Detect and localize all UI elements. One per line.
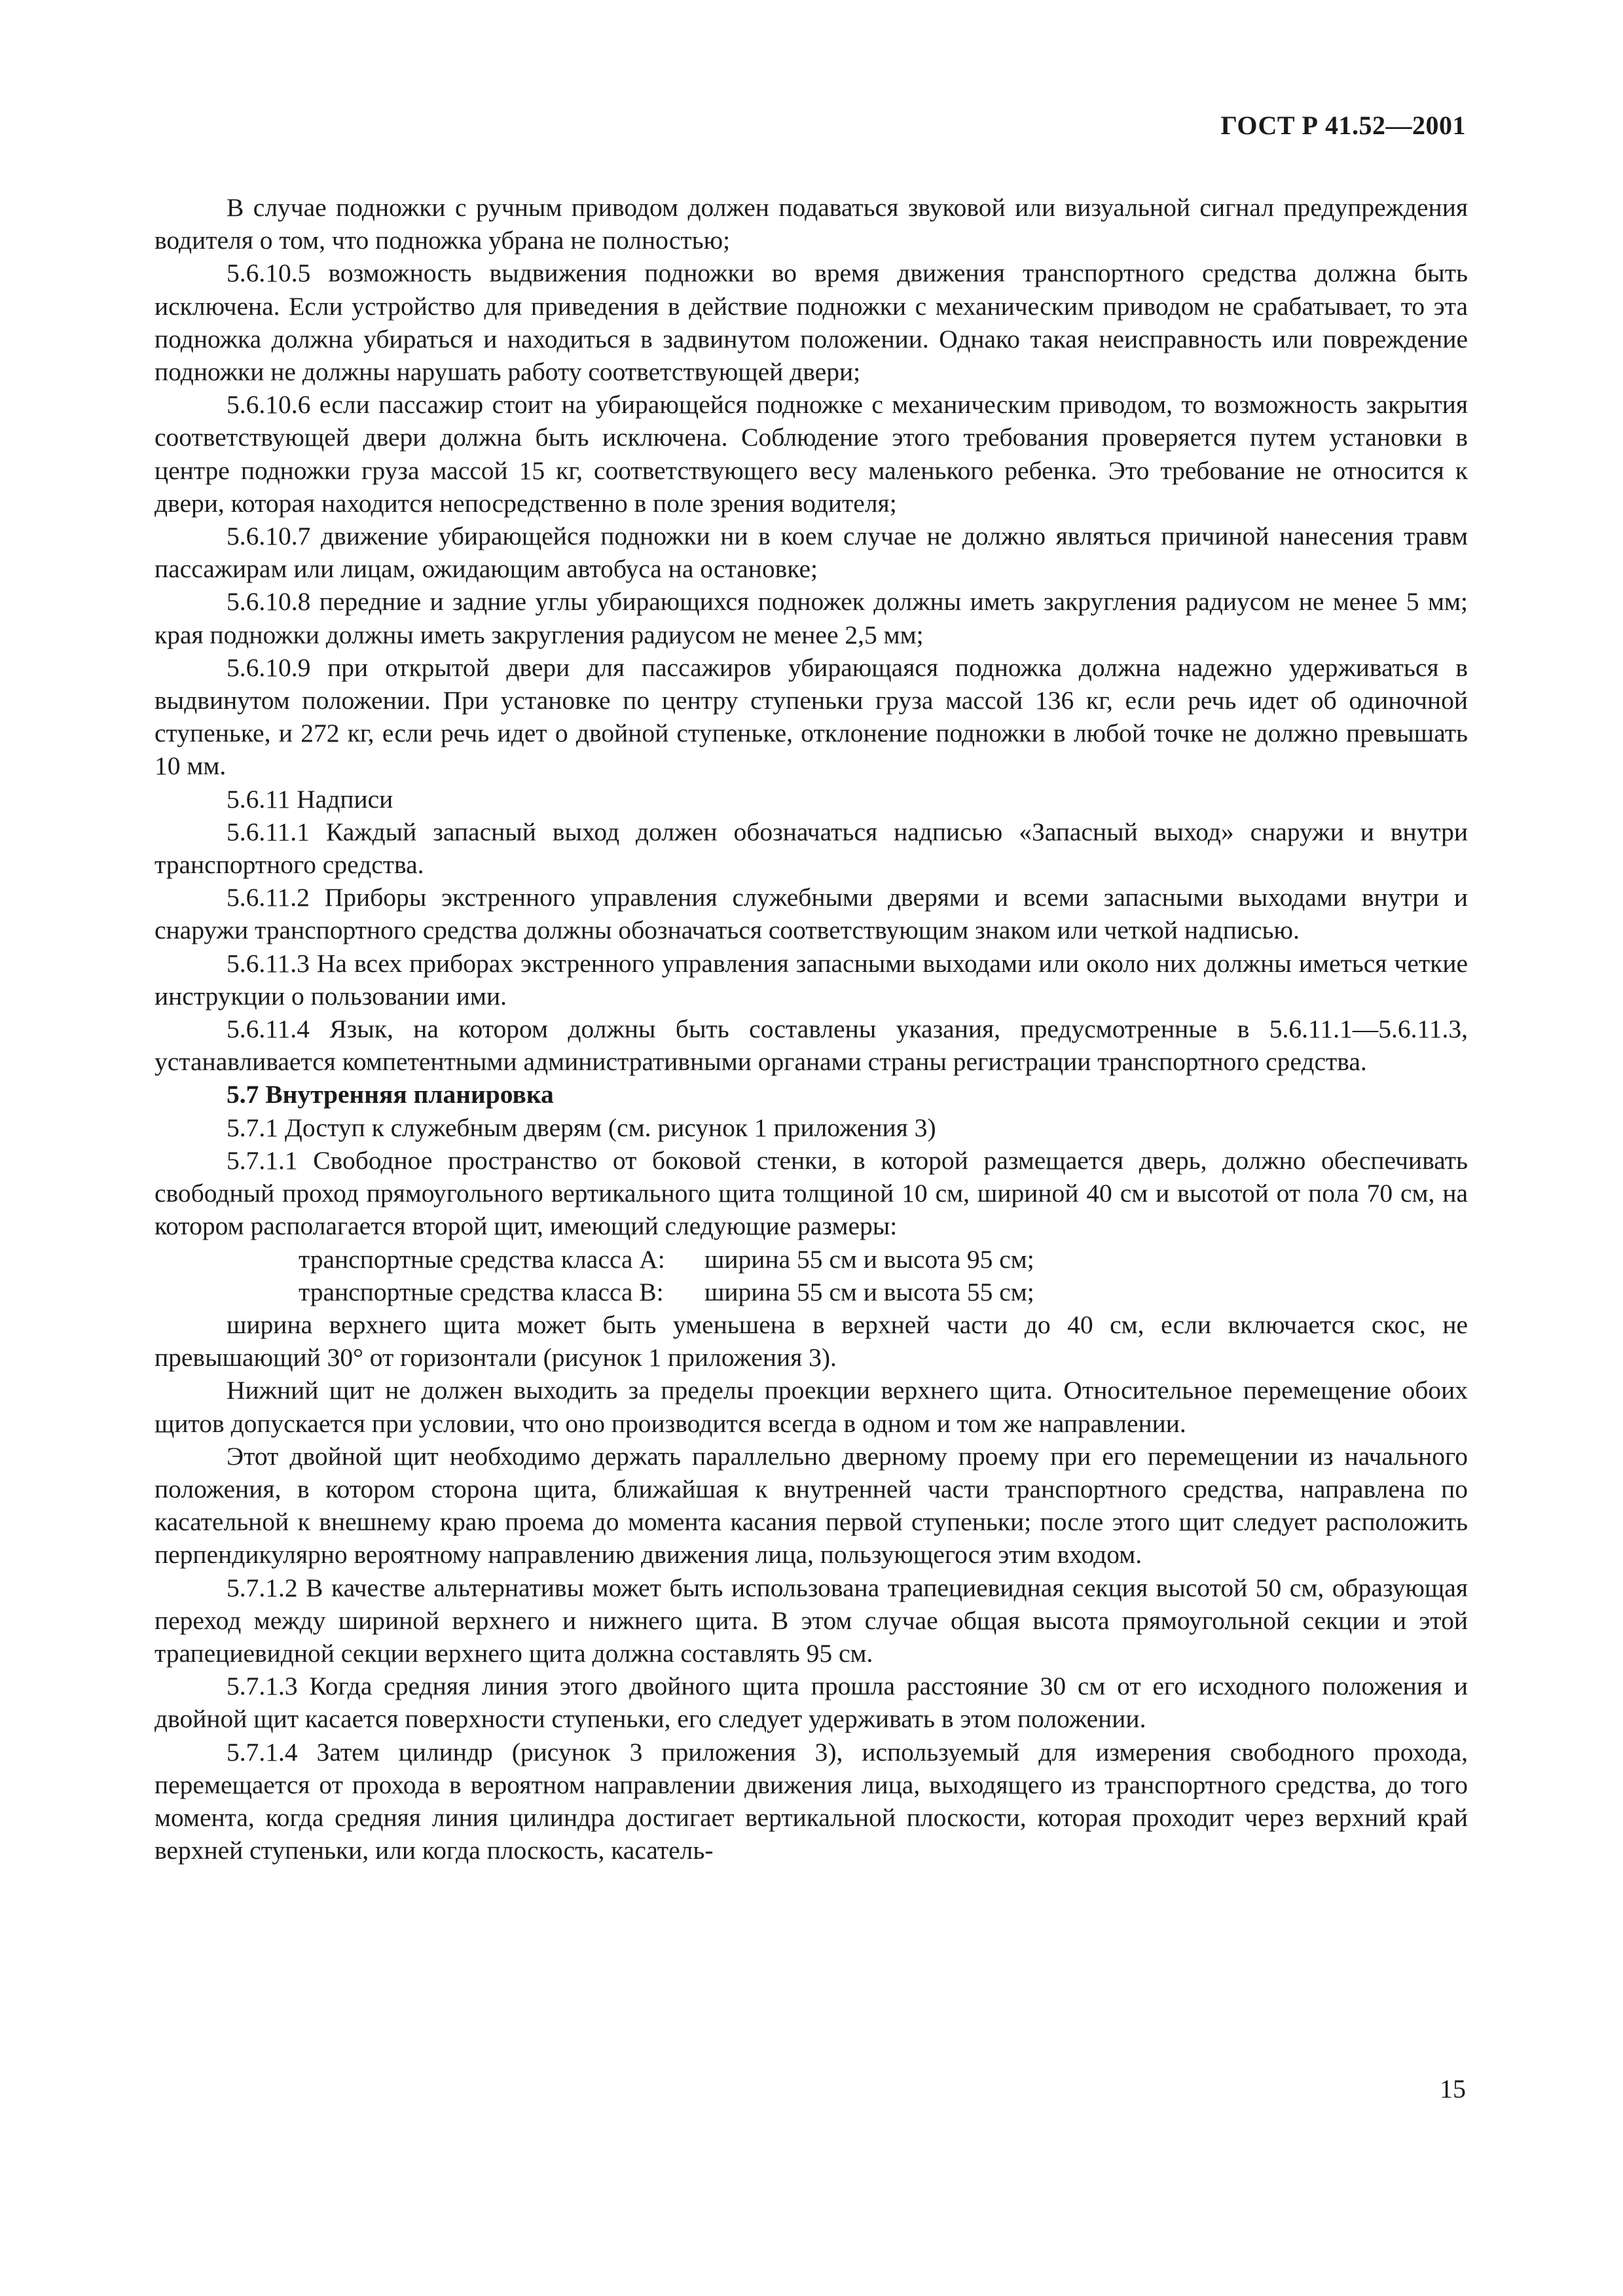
class-a-dims: ширина 55 см и высота 95 см; [704,1244,1034,1274]
paragraph: 5.6.11.3 На всех приборах экстренного управления запасными выходами или около них должны иметься четкие инструкции о пользовании ими. [155,948,1468,1011]
paragraph: 5.6.11.4 Язык, на котором должны быть составлены указания, предусмотренные в 5.6.11.1—5.6.11.3, устанавливается компетентными административными органами страны регистрации транспортного средства. [155,1014,1468,1077]
paragraph: 5.6.10.6 если пассажир стоит на убирающейся подножке с механическим приводом, то возможность закрытия соответствующей двери должна быть исключена. Соблюдение этого требования проверяется путем установки в центре подножки груза массой 15 кг, соответствующего весу маленького ребенка. Это требование не относится к двери, которая находится непосредственно в поле зрения водителя; [155,390,1468,518]
paragraph: Этот двойной щит необходимо держать параллельно дверному проему при его перемещении из начального положения, в котором сторона щита, ближайшая к внутренней части транспортного средства, направлена по касательной к внешнему краю проема до момента касания первой ступеньки; после этого щит следует расположить перпендикулярно вероятному направлению движения лица, пользующегося этим входом. [155,1441,1468,1570]
paragraph: В случае подножки с ручным приводом должен подаваться звуковой или визуальной сигнал предупреждения водителя о том, что подножка убрана не полностью; [155,193,1468,255]
paragraph: 5.7.1 Доступ к служебным дверям (см. рисунок 1 приложения 3) [227,1113,936,1142]
paragraph: 5.7.1.4 Затем цилиндр (рисунок 3 приложения 3), используемый для измерения свободного прохода, перемещается от прохода в вероятном направлении движения лица, выходящего из транспортного средства, до того момента, когда средняя линия цилиндра достигает вертикальной плоскости, которая проходит через верхний край верхней ступеньки, или когда плоскость, касатель- [155,1737,1468,1865]
class-b-label: транспортные средства класса В: [299,1277,664,1306]
paragraph: 5.6.10.8 передние и задние углы убирающихся подножек должны иметь закругления радиусом не менее 5 мм; края подножки должны иметь закругления радиусом не менее 2,5 мм; [155,587,1468,649]
class-b-dims: ширина 55 см и высота 55 см; [704,1277,1034,1306]
paragraph: 5.6.10.5 возможность выдвижения подножки во время движения транспортного средства должна быть исключена. Если устройство для приведения в действие подножки с механическим приводом не срабатывает, то эта подножка должна убираться и находиться в задвинутом положении. Однако такая неисправность или повреждение подножки не должны нарушать работу соответствующей двери; [155,259,1468,387]
paragraph: 5.6.11.1 Каждый запасный выход должен обозначаться надписью «Запасный выход» снаружи и внутри транспортного средства. [155,817,1468,880]
page-number: 15 [1440,2074,1466,2104]
class-a-label: транспортные средства класса А: [299,1244,665,1274]
paragraph: 5.7.1.3 Когда средняя линия этого двойного щита прошла расстояние 30 см от его исходного положения и двойной щит касается поверхности ступеньки, его следует удерживать в этом положении. [155,1672,1468,1734]
paragraph: 5.6.10.9 при открытой двери для пассажиров убирающаяся подножка должна надежно удерживаться в выдвинутом положении. При установке по центру ступеньки груза массой 136 кг, если речь идет об одиночной ступеньке, и 272 кг, если речь идет о двойной ступеньке, отклонение подножки в любой точке не должно превышать 10 мм. [155,653,1468,781]
class-b-row [155,1276,1468,1308]
paragraph: 5.6.11.2 Приборы экстренного управления служебными дверями и всеми запасными выходами внутри и снаружи транспортного средства должны обозначаться соответствующим знаком или четкой надписью. [155,883,1468,945]
body-text [155,191,1468,1867]
paragraph: Нижний щит не должен выходить за пределы проекции верхнего щита. Относительное перемещение обоих щитов допускается при условии, что оно производится всегда в одном и том же направлении. [155,1376,1468,1438]
subsection-title: 5.6.11 Надписи [227,784,393,814]
section-heading: 5.7 Внутренняя планировка [227,1080,554,1109]
paragraph: 5.7.1.2 В качестве альтернативы может быть использована трапециевидная секция высотой 50 см, образующая переход между шириной верхнего и нижнего щита. В этом случае общая высота прямоугольной секции и этой трапециевидной секции верхнего щита должна составлять 95 см. [155,1573,1468,1668]
paragraph: ширина верхнего щита может быть уменьшена в верхней части до 40 см, если включается скос, не превышающий 30° от горизонтали (рисунок 1 приложения 3). [155,1310,1468,1372]
document-code-header: ГОСТ Р 41.52—2001 [1220,111,1466,140]
paragraph: 5.6.10.7 движение убирающейся подножки ни в коем случае не должно являться причиной нанесения травм пассажирам или лицам, ожидающим автобуса на остановке; [155,522,1468,584]
class-a-row [155,1243,1468,1276]
paragraph: 5.7.1.1 Свободное пространство от боковой стенки, в которой размещается дверь, должно обеспечивать свободный проход прямоугольного вертикального щита толщиной 10 см, шириной 40 см и высотой от пола 70 см, на котором располагается второй щит, имеющий следующие размеры: [155,1145,1468,1241]
